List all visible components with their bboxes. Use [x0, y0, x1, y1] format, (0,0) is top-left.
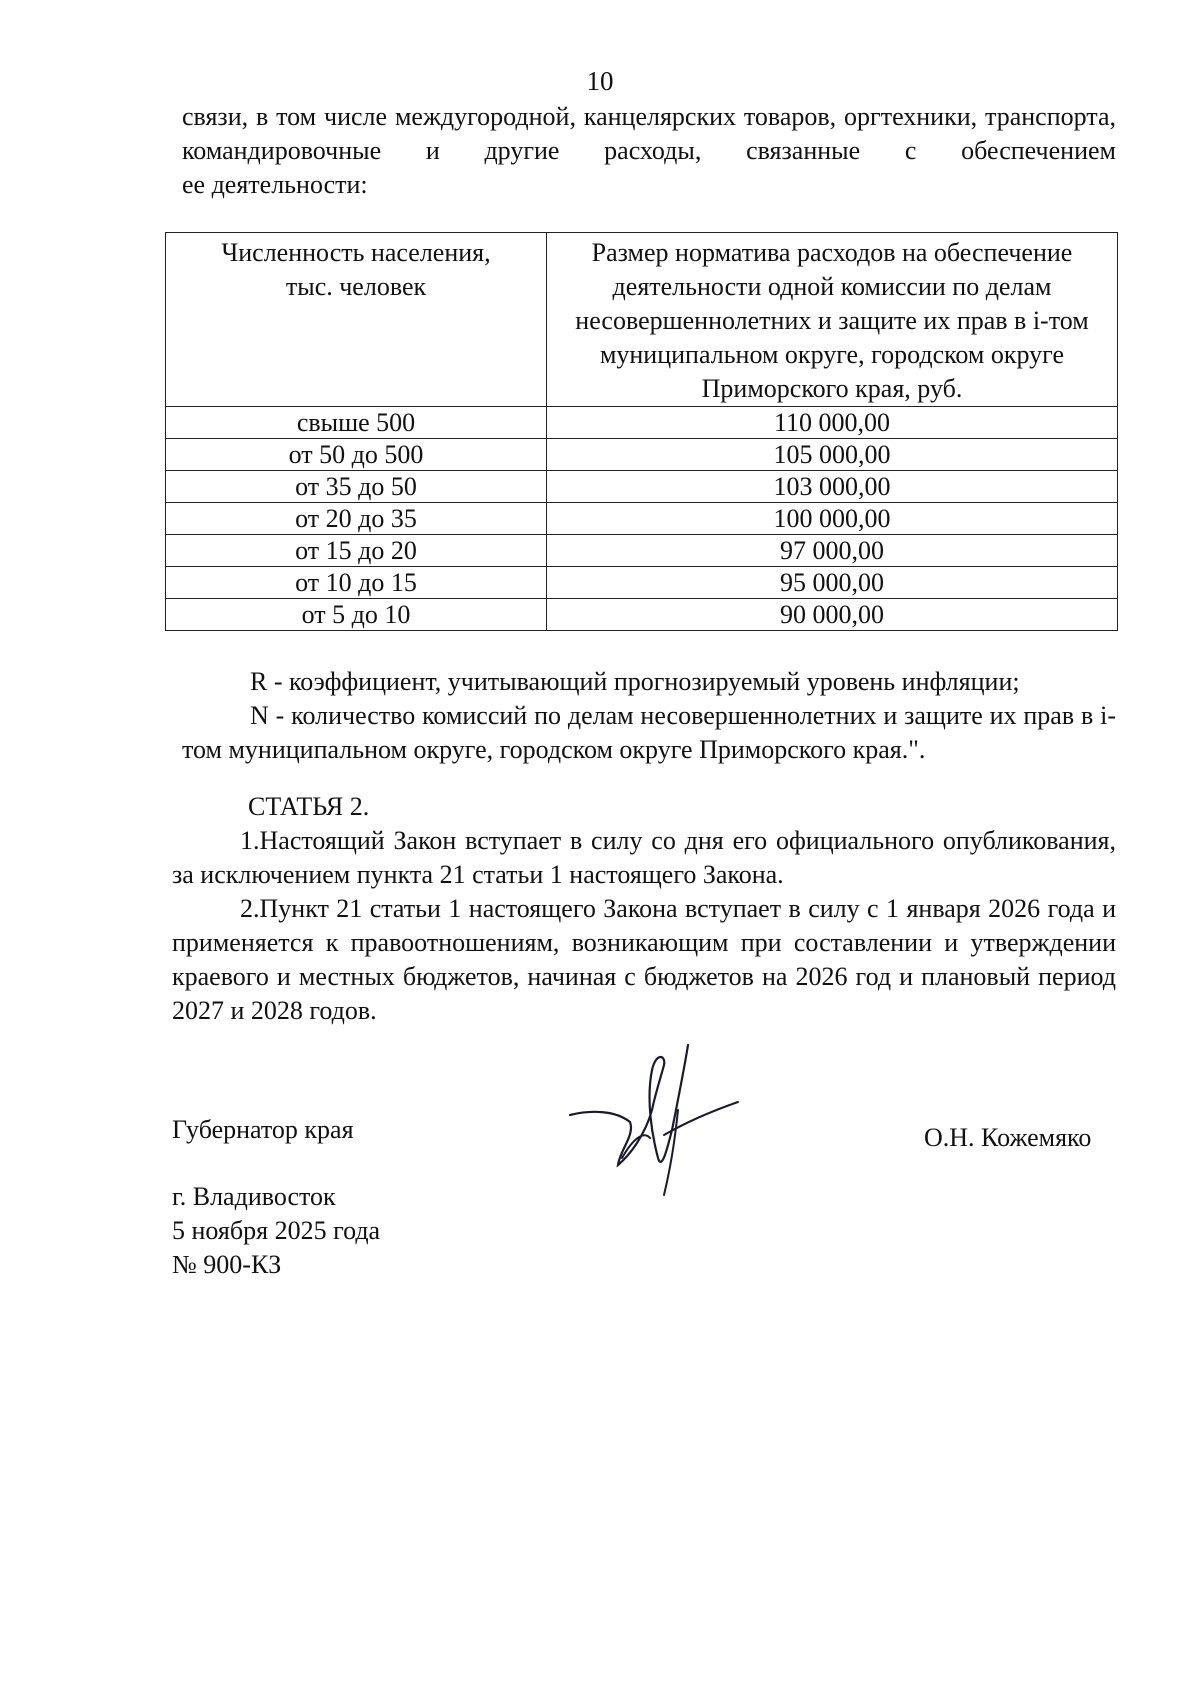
- amount-cell: 110 000,00: [547, 407, 1118, 439]
- population-cell: свыше 500: [166, 407, 547, 439]
- amount-cell: 90 000,00: [547, 599, 1118, 631]
- amount-cell: 97 000,00: [547, 535, 1118, 567]
- law-number: № 900-КЗ: [172, 1250, 282, 1279]
- expense-norms-table: [165, 232, 1118, 631]
- article-paragraph-1: 1.Настоящий Закон вступает в силу со дня его официального опубликования, за исключением пункта 21 статьи 1 настоящего Закона.: [172, 826, 1116, 889]
- table-row: [166, 599, 1118, 631]
- date: 5 ноября 2025 года: [172, 1216, 381, 1245]
- page-number: 10: [586, 66, 614, 96]
- place-date-block: [172, 1180, 380, 1282]
- header-amount-text: Размер норматива расходов на обеспечение деятельности одной комиссии по делам несовершеннолетних и защите их прав в i-том муниципальном округе, городском округе Приморского края, руб.: [575, 238, 1089, 403]
- table-row: [166, 503, 1118, 535]
- amount-cell: 95 000,00: [547, 567, 1118, 599]
- article-title: СТАТЬЯ 2.: [248, 792, 370, 821]
- table-row: [166, 535, 1118, 567]
- table-row: [166, 567, 1118, 599]
- amount-cell: 105 000,00: [547, 439, 1118, 471]
- definition-r: R - коэффициент, учитывающий прогнозируемый уровень инфляции;: [250, 667, 1020, 696]
- signatory-position: Губернатор края: [172, 1115, 354, 1144]
- table-row: [166, 471, 1118, 503]
- amount-cell: 100 000,00: [547, 503, 1118, 535]
- table-row: [166, 439, 1118, 471]
- population-cell: от 35 до 50: [166, 471, 547, 503]
- population-cell: от 5 до 10: [166, 599, 547, 631]
- definitions: [182, 665, 1116, 767]
- table-row: [166, 407, 1118, 439]
- intro-text: связи, в том числе междугородной, канцелярских товаров, оргтехники, транспорта, командировочные и другие расходы, связанные с обеспечением: [182, 102, 1116, 165]
- table-header-row: [166, 233, 1118, 407]
- article-paragraph-2: 2.Пункт 21 статьи 1 настоящего Закона вступает в силу с 1 января 2026 года и применяется к правоотношениям, возникающим при составлении и утверждении краевого и местных бюджетов, начиная с бюджетов на 2026 год и плановый период 2027 и 2028 годов.: [172, 894, 1116, 1025]
- intro-paragraph: [182, 100, 1116, 202]
- header-amount: [547, 233, 1118, 407]
- amount-cell: 103 000,00: [547, 471, 1118, 503]
- population-cell: от 10 до 15: [166, 567, 547, 599]
- population-cell: от 15 до 20: [166, 535, 547, 567]
- intro-text-end: ее деятельности:: [182, 170, 368, 199]
- header-population: [166, 233, 547, 407]
- definition-n: N - количество комиссий по делам несовершеннолетних и защите их прав в i-том муниципальном округе, городском округе Приморского края.".: [182, 701, 1116, 764]
- population-cell: от 20 до 35: [166, 503, 547, 535]
- handwritten-signature: [560, 1040, 740, 1200]
- population-cell: от 50 до 500: [166, 439, 547, 471]
- signatory-name: О.Н. Кожемяко: [924, 1123, 1092, 1152]
- article-2: [172, 790, 1116, 1028]
- header-population-text: Численность населения, тыс. человек: [221, 238, 491, 301]
- city: г. Владивосток: [172, 1182, 336, 1211]
